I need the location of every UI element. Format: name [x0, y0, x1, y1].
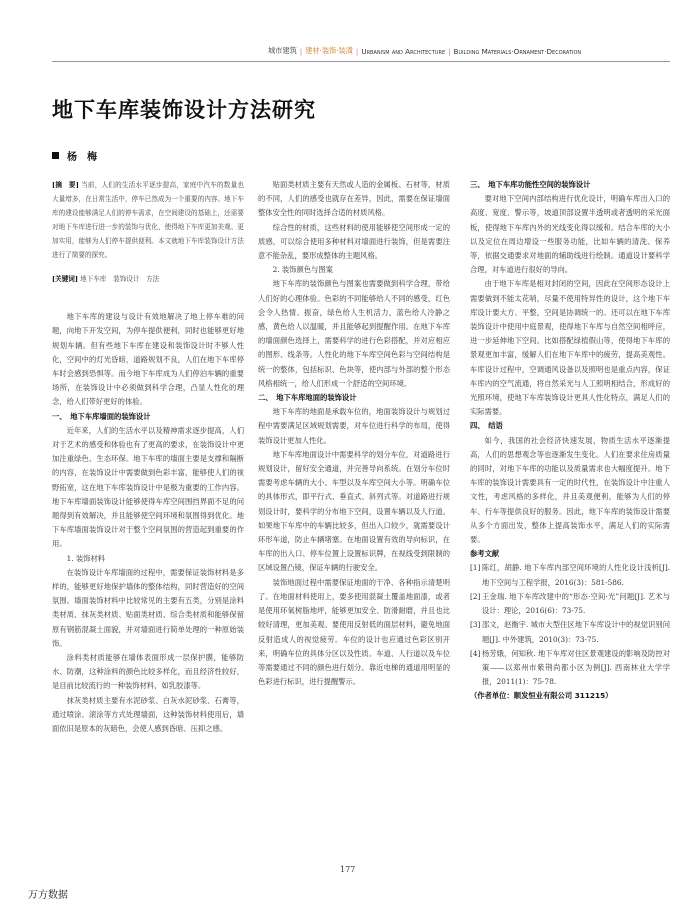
keywords-text: 地下车库 装饰设计 方法 — [80, 275, 160, 283]
journal-column-en: Building Materials·Ornament·Decoration — [453, 46, 582, 56]
reference-item: [2] 王金瑞. 地下车库改建中的“形态·空间·光”问题[J]. 艺术与设计：理论，2016(6)：73-75. — [470, 591, 670, 616]
header-separator: | — [448, 46, 451, 56]
body-paragraph: 如今，我国的社会经济快速发展，物质生活水平逐渐提高，人们的思想观念等也逐渐发生变化。人们在要求住房质量的同时，对地下车库的功能以及质量需求也大幅度提升。地下车库的装饰设计需要具有一定的时代性，在装饰设计中注重人文性，考虑风格的多样化，并且美观便利，能够为人们的停车、行车等提供良好的服务。因此，地下车库的装饰设计需要从多个方面出发，整体上提高装饰水平，满足人们的实际需要。 — [470, 435, 670, 545]
author-unit: （作者单位：顺发恒业有限公司 311215） — [470, 691, 613, 701]
journal-name-en: Urbanism and Architecture — [361, 46, 446, 56]
section-heading: 二、 地下车库地面的装饰设计 — [258, 393, 357, 403]
subsection-heading: 1. 装饰材料 — [66, 553, 106, 563]
body-paragraph: 综合性的材质，这些材料的使用能够使空间形成一定的质感，可以综合使用多种材料对墙面进行装饰，但是需要注意不能杂乱，要形成整体的主题风格。 — [258, 222, 450, 261]
body-paragraph: 地下车库的地面是承载车位的，地面装饰设计与规划过程中需要满足区域规划需要，对车位进行科学的布局，使得装饰设计更加人性化。 — [258, 407, 450, 445]
body-paragraph: 抹灰类材质主要有水泥砂浆、白灰水泥砂浆、石膏等，通过喷涂、滚涂等方式处理墙面，这种装饰材料使用后，墙面依旧是原本的灰暗色，会使人感到昏暗、压抑之感。 — [52, 695, 244, 734]
references-heading: 参考文献 — [470, 549, 500, 559]
abstract — [52, 178, 244, 262]
reference-item: [4] 杨芳娥，何知秋. 地下车库对住区景观建设的影响及防控对策——以郑州市紫荆尚都小区为例[J]. 西南林业大学学报，2011(1)：75-78. — [470, 648, 670, 687]
body-paragraph: 涂料类材质能够在墙体表面形成一层保护膜，能够防水、防潮，这种涂料的颜色比较多样化，而且经济性较好，是目前比较流行的一种装饰材料，如乳胶漆等。 — [52, 653, 244, 691]
journal-name: 城市建筑 — [268, 46, 297, 55]
column-1 — [52, 178, 244, 736]
page-number: 177 — [340, 865, 356, 874]
column-2 — [258, 178, 450, 689]
section-heading: 一、 地下车库墙面的装饰设计 — [52, 411, 151, 421]
body-paragraph: 在装饰设计车库墙面的过程中，需要保证装饰材料是多样的，能够更好地保护墙体的整体结构，同时营造好的空间氛围。墙面装饰材料中比较常见的主要有五类，分别是涂料类材质、抹灰类材质、贴面类材质、综合类材质和能够保留原有钢筋混凝土面貌，并对墙面进行简单处理的一种原始装饰。 — [52, 567, 244, 648]
section-heading: 四、 结语 — [470, 421, 503, 431]
abstract-label: [摘 要] — [52, 181, 79, 189]
body-paragraph: 贴面类材质主要有天然或人造的金属板、石材等，材质的不同，人们的感受也就存在差异，因此，需要在保证墙面整体安全性的同时选择合适的材质风格。 — [258, 180, 450, 218]
footer-logo: 万方数据 — [28, 890, 68, 901]
references-list — [470, 561, 670, 689]
author-bullet-icon — [52, 152, 59, 159]
body-paragraph: 装饰地面过程中需要保证地面的干净、各种指示清楚明了。在地面材料使用上，要多使用混凝土覆盖地面漆，或者是使用环氧树脂地坪，能够更加安全、防滑耐磨，并且也比较好清理，更加美观。要使用反射低的面层材料，避免地面反射造成人的视觉疲劳。车位的设计也应通过色彩区别开来，明确车位的具体分区以及性质。车道、人行道以及车位等需要通过不同的颜色进行划分。靠近电梯的通道用明显的色彩进行标识，进行提醒警示。 — [258, 577, 450, 687]
header-separator: | — [355, 46, 359, 56]
subsection-heading: 2. 装饰颜色与图案 — [272, 265, 333, 275]
author-name: 杨 梅 — [67, 152, 97, 163]
body-paragraph: 由于地下车库是相对封闭的空间，因此在空间形态设计上需要做到不能太花哨，尽量不使用特异性的设计，这个地下车库设计要大方、平整，空间是协调统一的。还可以在地下车库装饰设计中使用中庭景观，使得地下车库与自然空间相呼应，进一步延伸地下空间。比如搭配绿植假山等，使得地下车库的景观更加丰富，缓解人们在地下车库中的疲劳，提高美观性。车库设计过程中，空调通风设备以及照明也是重点内容，保证车库内的空气流通，将自然采光与人工照明相结合，形成好的光照环境，使地下车库装饰设计更具人性化特点，满足人们的实际需要。 — [470, 279, 670, 417]
abstract-text: 当前，人们的生活水平逐步提高，家庭中汽车的数量也大量增多，在日常生活中，停车已然成为一个重要的内容。地下车库的建设能够满足人们的停车需求，在空间建设的基础上，还需要对地下车库进行进一步的装饰与优化，使得地下车库更加美观、更加实用，能够为人们停车提供便利。本文就地下车库装饰设计方法进行了简要的探究。 — [52, 181, 244, 259]
article-title: 地下车库装饰设计方法研究 — [52, 98, 316, 122]
header-separator: | — [299, 46, 303, 56]
body-paragraph: 近年来，人们的生活水平以及精神需求逐步提高，人们对于艺术的感受和体验也有了更高的要求，在装饰设计中更加注重绿色、生态环保。地下车库的墙面主要是支撑和隔断的内容，在装饰设计中需要做到色彩丰富，能够使人们的视野拓宽，这在地下车库装饰设计中是极为重要的工作内容。地下车库墙面装饰设计能够使得车库空间围挡界面不足的问题得到有效解决，并且能够使空间环境和氛围得到优化。地下车库墙面装饰设计对于整个空间氛围的营造起到重要的作用。 — [52, 425, 244, 549]
author-line — [52, 148, 97, 163]
intro-paragraph: 地下车库的建设与设计有效地解决了地上停车难的问题，向地下开发空间，为停车提供便利，同时也能够更好地规划车辆。但有些地下车库在建设和装饰设计时不够人性化，空间中的灯光昏暗，道路规划不良，人们在地下车库停车时会感到恐惧等。而今地下车库成为人们停泊车辆的重要场所，在装饰设计中必须做到科学合理，凸显人性化的理念，给人们带好更好的体验。 — [52, 312, 244, 407]
body-paragraph: 地下车库地面设计中需要科学的划分车位，对道路进行规划设计，留好安全通道，并完善导向系统。在划分车位时需要考虑车辆的大小、车型以及车库空间大小等。明确车位的具体形式，即平行式、垂直式、斜列式等。对道路进行规划设计时，要科学的分布地下空间，设置车辆以及人行道。如果地下车库中的车辆比较多，但出入口较少，就需要设计环形车道，防止车辆堵塞。在地面设置有效的导向标识，在车库的出入口、停车位置上设置标识牌，在视线受到限制的区域设置凸镜，保证车辆的行驶安全。 — [258, 449, 450, 573]
journal-column: 建材·装饰·装潢 — [305, 46, 353, 55]
body-paragraph: 地下车库的装饰颜色与图案也需要做到科学合理，带给人们好的心理体验。色彩的不同能够给人不同的感受，红色会令人热情、振奋，绿色给人生机活力，蓝色给人冷静之感，黄色给人以温暖，并且能够起到提醒作用。在地下车库的墙面颜色选择上，需要科学的进行色彩搭配，并对应相应的图形、线条等。人性化的地下车库空间色彩与空间结构是统一的整体，包括标识、色块等，使内部与外部的整个形态风格相统一，给人们形成一个舒适的空间环境。 — [258, 279, 450, 388]
reference-item: [1] 陈红，胡静. 地下车库内部空间环境的人性化设计浅析[J]. 地下空间与工程学报，2016(3)：581-586. — [470, 563, 670, 587]
journal-header — [268, 44, 668, 58]
header-rule — [52, 61, 670, 62]
keywords-label: [关键词] — [52, 275, 79, 283]
reference-item: [3] 邵文，赵衡宇. 城市大型住区地下车库设计中的视觉识别问题[J]. 中外建筑，2010(3)：73-75. — [470, 620, 670, 644]
column-3 — [470, 178, 670, 704]
body-paragraph: 要对地下空间内部结构进行优化设计，明确车库出入口的高度、宽度、警示等，坡道顶部设置半透明或者透明的采光面板，使得地下车库内外的光线变化得以缓和。结合车库的大小以及定位在周边增设一些服务功能，比如车辆的清洗、保养等，依据交通要求对地面的辅助线进行绘制。通道设计要科学合理，对车道进行很好的导向。 — [470, 194, 670, 275]
keywords — [52, 272, 244, 286]
section-heading: 三、 地下车库功能性空间的装饰设计 — [470, 180, 591, 189]
